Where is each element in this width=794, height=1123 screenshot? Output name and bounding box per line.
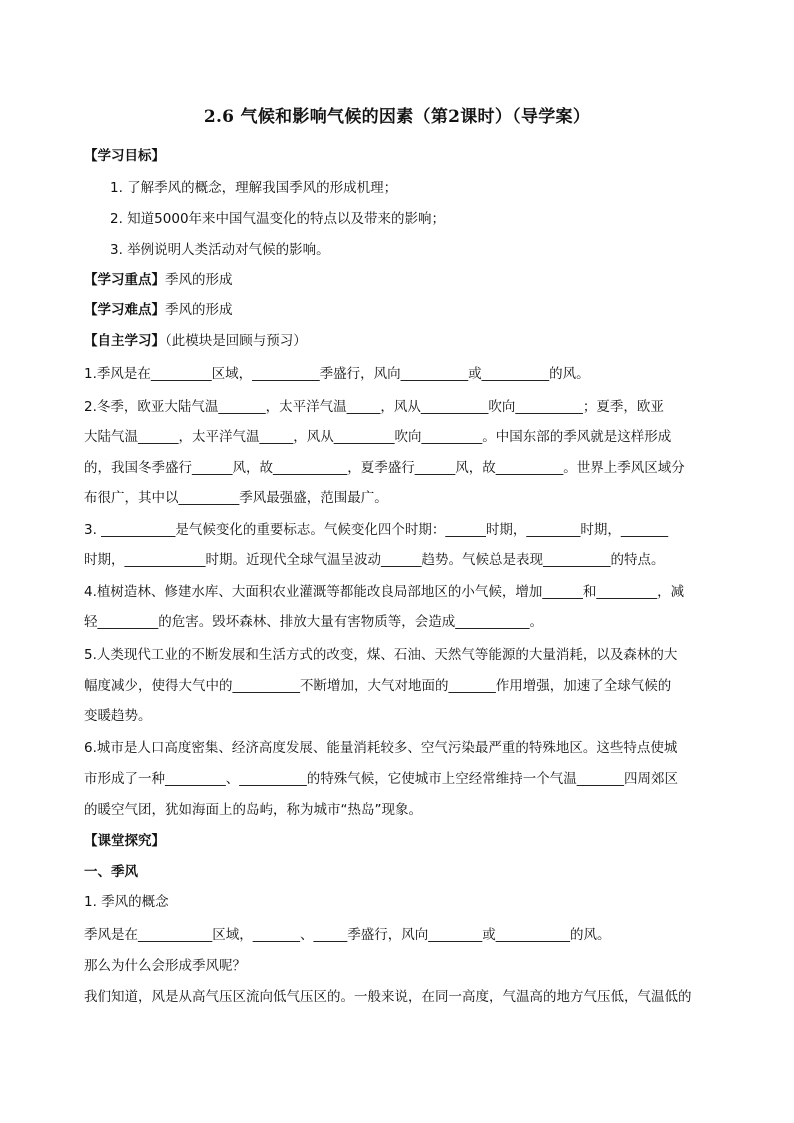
self-study-line: 的，我国冬季盛行______风，故___________，夏季盛行______风，故__________。世界上季风区域分 (84, 460, 685, 476)
focus-line (84, 270, 714, 290)
self-study-line: 3. ___________是气候变化的重要标志。气候变化四个时期：______时期，________时期，_______ (84, 522, 669, 538)
self-study-line: 2.冬季，欧亚大陆气温_______，太平洋气温_____，风从__________吹向__________；夏季，欧亚 (84, 399, 664, 415)
self-study-line: 轻_________的危害。毁坏森林、排放大量有害物质等，会造成___________。 (84, 614, 543, 630)
self-study-label: 【自主学习】 (84, 333, 165, 349)
section-heading-monsoon: 一、季风 (84, 864, 138, 880)
self-study-line: 的暖空气团，犹如海面上的岛屿，称为城市“热岛”现象。 (84, 802, 422, 818)
self-study-heading (84, 331, 714, 351)
goals-heading: 【学习目标】 (84, 148, 165, 164)
self-study-line: 1.季风是在_________区域，__________季盛行，风向__________或__________的风。 (84, 366, 590, 382)
self-study-line: 6.城市是人口高度密集、经济高度发展、能量消耗较多、空气污染最严重的特殊地区。这些特点使城 (84, 740, 678, 756)
page-title: 2.6 气候和影响气候的因素（第2课时）（导学案） (203, 107, 591, 127)
self-study-note: （此模块是回顾与预习） (165, 333, 307, 349)
class-explore-line: 季风是在___________区域，_______、_____季盛行，风向________或___________的风。 (84, 927, 611, 943)
difficulty-label: 【学习难点】 (84, 302, 165, 318)
subsection-heading: 1. 季风的概念 (84, 894, 169, 910)
self-study-line: 幅度减少，使得大气中的__________不断增加，大气对地面的_______作用增强，加速了全球气候的 (84, 678, 672, 694)
class-explore-line: 那么为什么会形成季风呢？ (84, 958, 246, 974)
goal-item-1: 1. 了解季风的概念，理解我国季风的形成机理； (110, 180, 398, 196)
focus-label: 【学习重点】 (84, 272, 165, 288)
focus-text: 季风的形成 (165, 272, 233, 288)
goal-item-3: 3. 举例说明人类活动对气候的影响。 (110, 242, 330, 258)
self-study-line: 时期，____________时期。近现代全球气温呈波动______趋势。气候总是表现__________的特点。 (84, 552, 665, 568)
difficulty-line (84, 300, 714, 320)
class-explore-line: 我们知道，风是从高气压区流向低气压区的。一般来说，在同一高度，气温高的地方气压低，气温低的 (84, 989, 692, 1005)
goal-item-2: 2. 知道5000年来中国气温变化的特点以及带来的影响； (110, 211, 446, 227)
self-study-line: 变暖趋势。 (84, 708, 152, 724)
self-study-line: 大陆气温______，太平洋气温_____，风从_________吹向_________。中国东部的季风就是这样形成 (84, 429, 672, 445)
self-study-line: 4.植树造林、修建水库、大面积农业灌溉等都能改良局部地区的小气候，增加______和_________，减 (84, 584, 685, 600)
self-study-line: 布很广，其中以_________季风最强盛，范围最广。 (84, 490, 388, 506)
class-explore-heading: 【课堂探究】 (84, 833, 165, 849)
self-study-line: 市形成了一种_________、__________的特殊气候，它使城市上空经常维持一个气温_______四周郊区 (84, 771, 678, 787)
self-study-line: 5.人类现代工业的不断发展和生活方式的改变，煤、石油、天然气等能源的大量消耗，以及森林的大 (84, 647, 678, 663)
difficulty-text: 季风的形成 (165, 302, 233, 318)
